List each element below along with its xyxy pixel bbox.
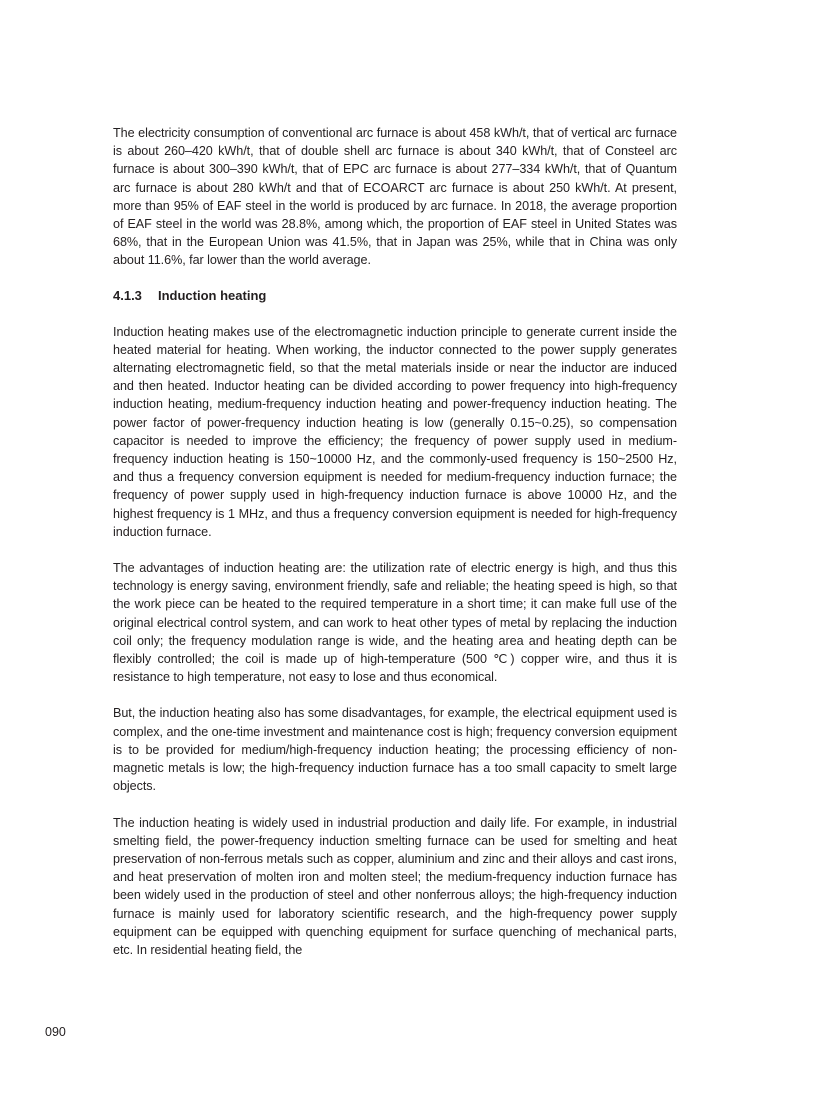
page-body xyxy=(113,124,677,959)
section-heading xyxy=(113,287,677,305)
paragraph-induction-principle: Induction heating makes use of the electromagnetic induction principle to generate current inside the heated material for heating. When working, the inductor connected to the power supply generates alternating electromagnetic field, so that the metal materials inside or near the inductor are induced and then heated. Inductor heating can be divided according to power frequency into high-frequency induction heating, medium-frequency induction heating and power-frequency induction heating. The power factor of power-frequency induction heating is low (generally 0.15~0.25), so compensation capacitor is needed to improve the efficiency; the frequency of power supply used in medium-frequency induction heating is 150~10000 Hz, and the commonly-used frequency is 150~2500 Hz, and thus a frequency conversion equipment is needed for medium-frequency induction furnace; the frequency of power supply used in high-frequency induction furnace is above 10000 Hz, and the highest frequency is 1 MHz, and thus a frequency conversion equipment is needed for high-frequency induction furnace. xyxy=(113,324,677,539)
section-title: Induction heating xyxy=(158,287,267,303)
page-number: 090 xyxy=(45,1025,66,1039)
section-number: 4.1.3 xyxy=(113,287,142,303)
spacer xyxy=(113,686,677,704)
paragraph-advantages: The advantages of induction heating are: the utilization rate of electric energy is high, and thus this technology is energy saving, environment friendly, safe and reliable; the heating speed is high, so that the work piece can be heated to the required temperature in a short time; it can make full use of the original electrical control system, and can work to heat other types of metal by replacing the induction coil only; the frequency modulation range is wide, and the heating area and heating depth can be flexibly controlled; the coil is made up of high-temperature (500 ℃) copper wire, and thus it is resistance to high temperature, not easy to lose and thus economical. xyxy=(113,561,677,685)
paragraph-applications: The induction heating is widely used in industrial production and daily life. For example, in industrial smelting field, the power-frequency induction smelting furnace can be used for smelting and heat preservation of non-ferrous metals such as copper, aluminium and zinc and their alloys and cast irons, and heat preservation of molten iron and molten steel; the medium-frequency induction furnace has been widely used in the production of steel and other nonferrous alloys; the high-frequency induction furnace is mainly used for laboratory scientific research, and the high-frequency power supply equipment can be equipped with quenching equipment for surface quenching of mechanical parts, etc. In residential heating field, the xyxy=(113,815,677,957)
paragraph-arc-furnace-consumption: The electricity consumption of conventional arc furnace is about 458 kWh/t, that of vertical arc furnace is about 260–420 kWh/t, that of double shell arc furnace is about 340 kWh/t, that of Consteel arc furnace is about 300–390 kWh/t, that of EPC arc furnace is about 277–334 kWh/t, that of Quantum arc furnace is about 280 kWh/t and that of ECOARCT arc furnace is about 250 kWh/t. At present, more than 95% of EAF steel in the world is produced by arc furnace. In 2018, the average proportion of EAF steel in the world was 28.8%, among which, the proportion of EAF steel in United States was 68%, that in the European Union was 41.5%, that in Japan was 25%, while that in China was only about 11.6%, far lower than the world average. xyxy=(113,126,677,268)
paragraph-disadvantages: But, the induction heating also has some disadvantages, for example, the electrical equipment used is complex, and the one-time investment and maintenance cost is high; frequency conversion equipment is to be provided for medium/high-frequency induction heating; the processing efficiency of non-magnetic metals is low; the high-frequency induction furnace has a too small capacity to smelt large objects. xyxy=(113,706,677,794)
spacer xyxy=(113,541,677,559)
spacer xyxy=(113,305,677,323)
spacer xyxy=(113,796,677,814)
spacer xyxy=(113,270,677,287)
